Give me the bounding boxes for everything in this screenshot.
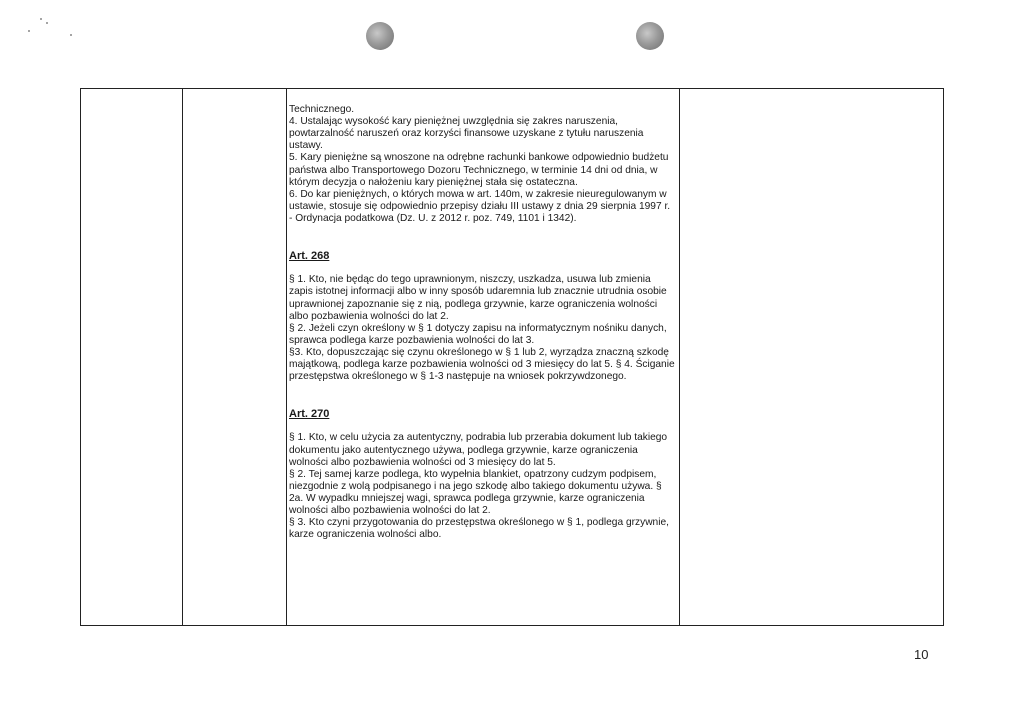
intro-text: Technicznego. 4. Ustalając wysokość kary pieniężnej uwzględnia się zakres naruszenia, powtarzalność naruszeń oraz korzyści finansowe uzyskane z tytułu naruszenia ustawy. 5. Kary pieniężne są wnoszone na odrębne rachunki bankowe odpowiednio budżetu państwa albo Transportowego Dozoru Technicznego, w terminie 14 dni od dnia, w którym decyzja o nałożeniu kary pieniężnej stała się ostateczna. 6. Do kar pieniężnych, o których mowa w art. 140m, w zakresie nieuregulowanym w ustawie, stosuje się odpowiednio przepisy działu III ustawy z dnia 29 sierpnia 1997 r. - Ordynacja podatkowa (Dz. U. z 2012 r. poz. 749, 1101 i 1342). (289, 104, 671, 224)
punch-hole-right (636, 22, 664, 50)
table-column-legal-text (286, 89, 680, 625)
scan-speck (40, 18, 42, 20)
table-column-2 (182, 89, 287, 625)
table-column-4 (679, 89, 943, 625)
scan-speck (46, 22, 48, 24)
punch-hole-left (366, 22, 394, 50)
table-column-1 (81, 89, 183, 625)
art-270-text: § 1. Kto, w celu użycia za autentyczny, podrabia lub przerabia dokument lub takiego dokumentu jako autentycznego używa, podlega grzywnie, karze ograniczenia wolności albo pozbawienia wolności od 3 miesięcy do lat 5. § 2. Tej samej karze podlega, kto wypełnia blankiet, opatrzony cudzym podpisem, niezgodnie z wolą podpisanego i na jego szkodę albo takiego dokumentu używa. § 2a. W wypadku mniejszej wagi, sprawca podlega grzywnie, karze ograniczenia wolności albo pozbawienia wolności do lat 2. § 3. Kto czyni przygotowania do przestępstwa określonego w § 1, podlega grzywnie, karze ograniczenia wolności albo. (289, 432, 669, 541)
art-268-heading: Art. 268 (289, 250, 330, 263)
legal-text-content (289, 92, 675, 553)
art-270-heading: Art. 270 (289, 408, 330, 421)
document-table (80, 88, 944, 626)
page-number: 10 (914, 647, 929, 662)
art-268-text: § 1. Kto, nie będąc do tego uprawnionym, niszczy, uszkadza, usuwa lub zmienia zapis istotnej informacji albo w inny sposób udaremnia lub znacznie utrudnia osobie uprawnionej zapoznanie się z nią, podlega grzywnie, karze ograniczenia wolności albo pozbawienia wolności do lat 2. § 2. Jeżeli czyn określony w § 1 dotyczy zapisu na informatycznym nośniku danych, sprawca podlega karze pozbawienia wolności do lat 3. §3. Kto, dopuszczając się czynu określonego w § 1 lub 2, wyrządza znaczną szkodę majątkową, podlega karze pozbawienia wolności od 3 miesięcy do lat 5. § 4. Ściganie przestępstwa określonego w § 1-3 następuje na wniosek pokrzywdzonego. (289, 274, 675, 383)
scan-speck (70, 34, 72, 36)
scan-speck (28, 30, 30, 32)
